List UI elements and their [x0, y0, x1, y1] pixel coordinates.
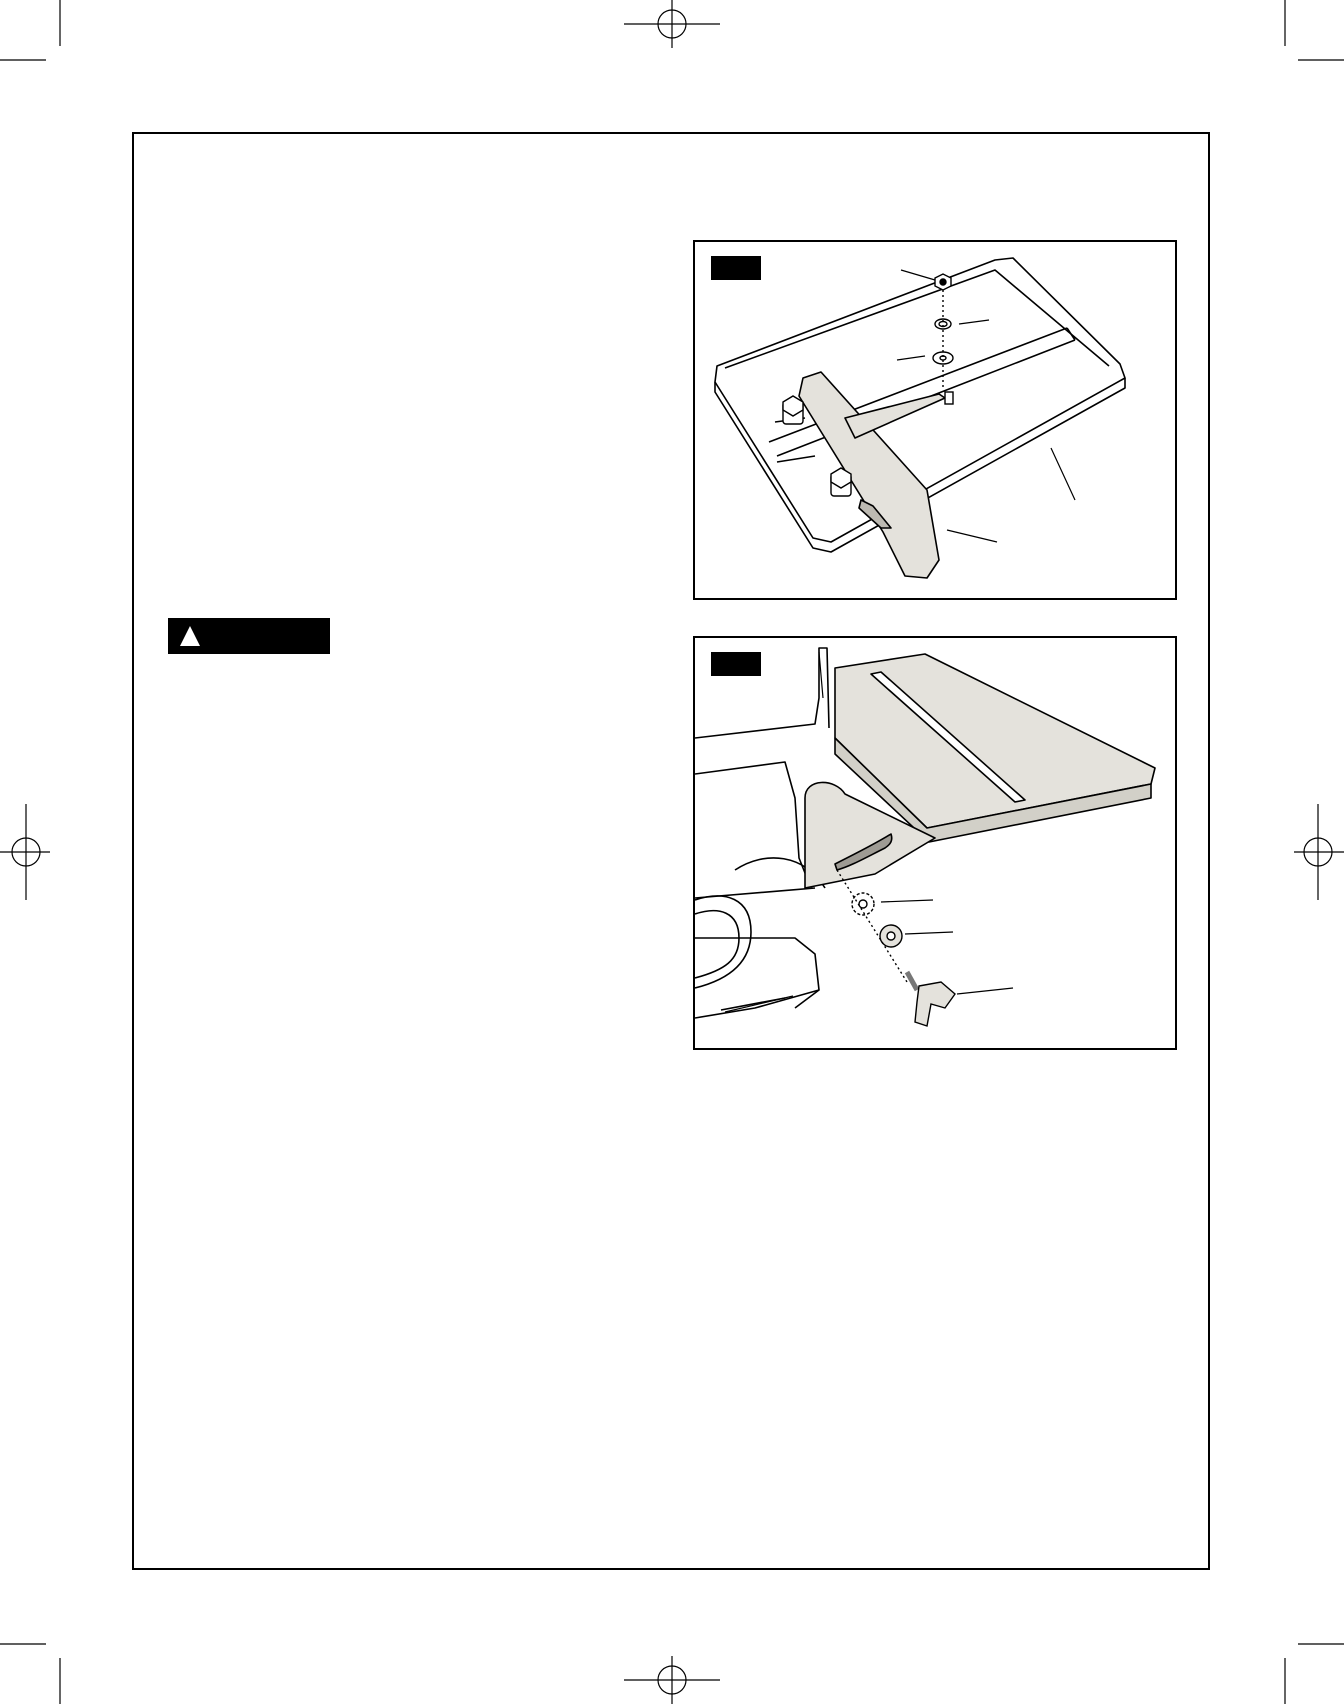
registration-mark-left [0, 804, 50, 900]
registration-mark-right [1294, 804, 1344, 900]
table-miter-gauge-illustration [695, 242, 1175, 598]
tilting-table-illustration [695, 638, 1175, 1048]
figure-top [693, 240, 1177, 600]
registration-mark-top [624, 0, 720, 48]
warning-triangle-icon [172, 618, 208, 654]
figure-bottom [693, 636, 1177, 1050]
warning-header [168, 618, 330, 654]
registration-mark-bottom [624, 1656, 720, 1704]
